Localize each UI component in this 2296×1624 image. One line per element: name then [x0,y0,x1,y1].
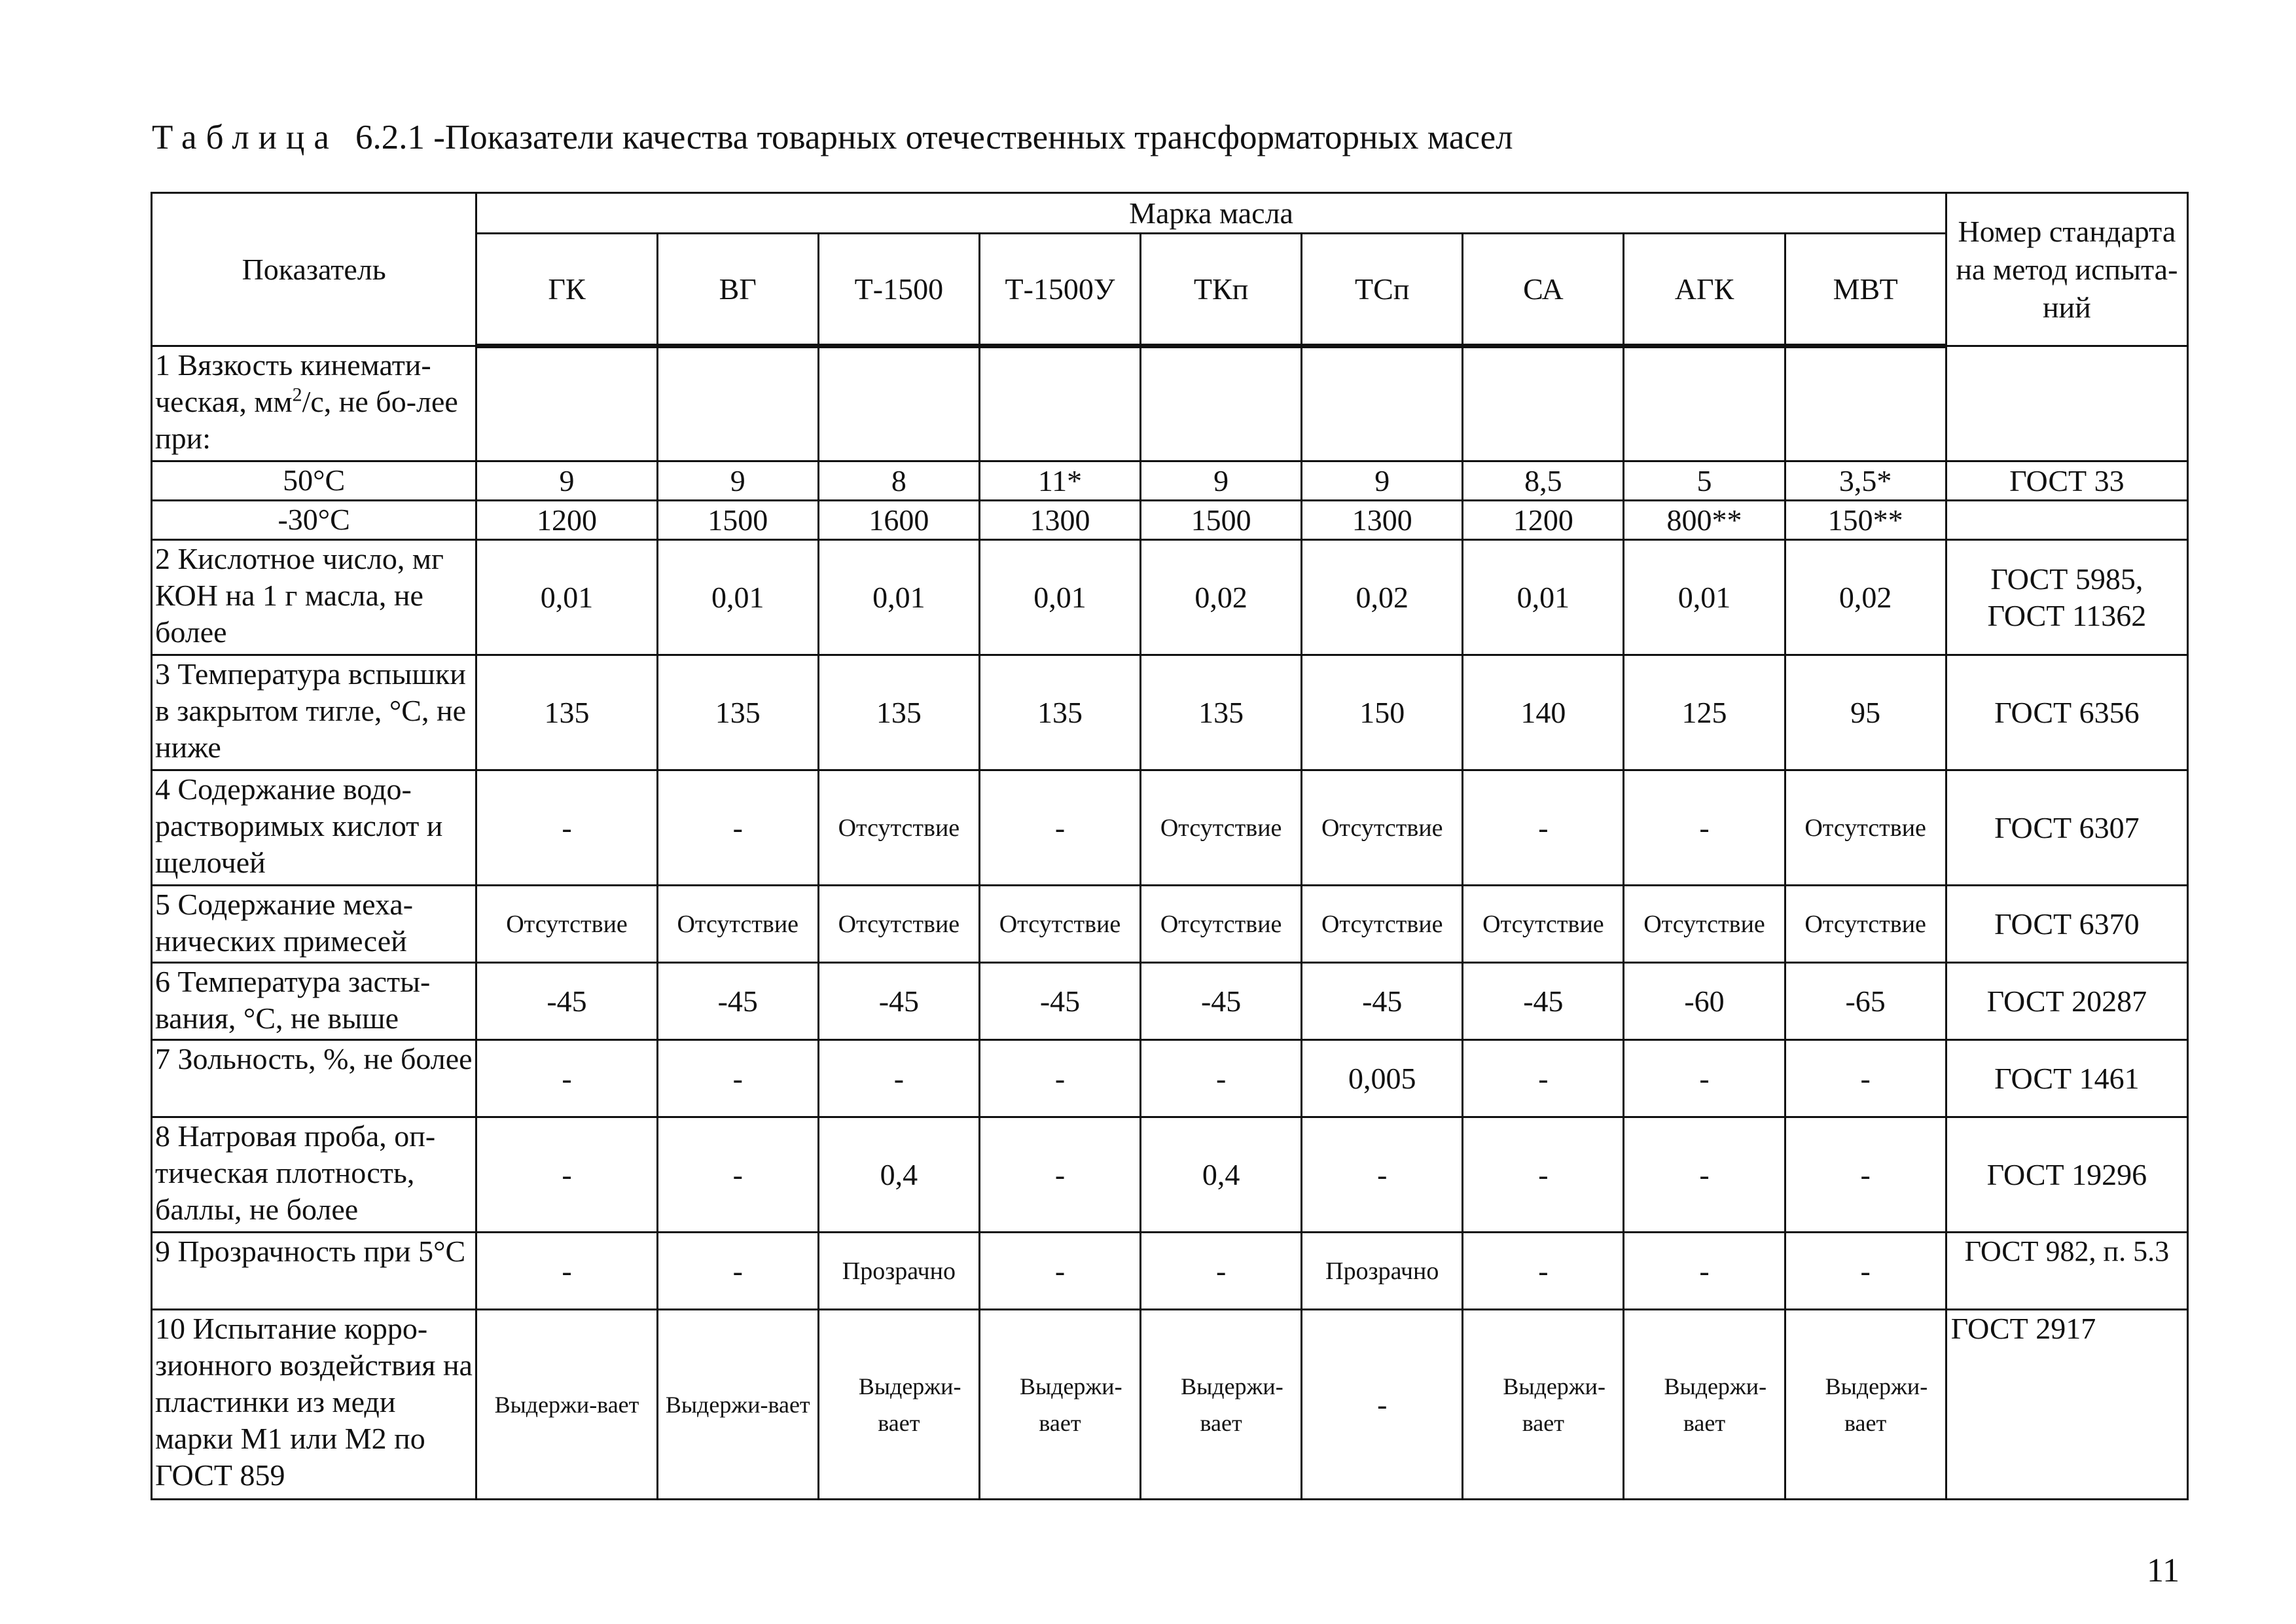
quality-table [151,192,2189,1500]
cell-value: - [979,1040,1140,1117]
standard-cell: ГОСТ 6356 [1946,655,2187,770]
cell-value: Прозрачно [818,1233,979,1310]
table-row [152,886,2188,963]
header-brand: Т-1500 [818,234,979,346]
header-brand: ТКп [1141,234,1302,346]
page-number: 11 [2147,1552,2180,1589]
cell-value: 0,01 [979,540,1140,655]
standard-cell: ГОСТ 20287 [1946,963,2187,1040]
cell-value: Отсутствие [1624,886,1785,963]
cell-value: 0,01 [1624,540,1785,655]
table-row [152,346,2188,461]
cell-value: 0,005 [1302,1040,1463,1117]
cell-value: 125 [1624,655,1785,770]
cell-value: - [1624,770,1785,886]
cell-value: 9 [657,461,818,501]
cell-value: Отсутствие [476,886,657,963]
cell-value: -45 [818,963,979,1040]
cell-value: 1300 [979,501,1140,540]
header-row-1 [152,193,2188,234]
cell-value: -45 [476,963,657,1040]
cell-value: - [476,1117,657,1233]
cell-value: Отсутствие [1141,770,1302,886]
cell-value: -45 [1141,963,1302,1040]
cell-value: -45 [1463,963,1624,1040]
cell-value: Выдержи-вает [1463,1310,1624,1500]
cell-value: - [1463,1233,1624,1310]
cell-value: - [1624,1040,1785,1117]
table-row [152,1117,2188,1233]
cell-value: 140 [1463,655,1624,770]
table-row [152,770,2188,886]
cell-value: 1200 [476,501,657,540]
cell-value: - [657,1040,818,1117]
cell-value: - [1463,1117,1624,1233]
cell-value: -45 [657,963,818,1040]
cell-value: 135 [476,655,657,770]
standard-cell: ГОСТ 19296 [1946,1117,2187,1233]
cell-value: Отсутствие [1785,886,1946,963]
cell-value: 135 [1141,655,1302,770]
table-row [152,1040,2188,1117]
cell-value: 8,5 [1463,461,1624,501]
cell-value: 8 [818,461,979,501]
cell-value: Отсутствие [818,886,979,963]
header-brand: Т-1500У [979,234,1140,346]
cell-value: - [1463,770,1624,886]
cell-value: 0,01 [476,540,657,655]
table-row [152,655,2188,770]
row-label: 8 Натровая проба, оп-тическая плотность, баллы, не более [152,1117,476,1233]
cell-value: Выдержи-вает [476,1310,657,1500]
cell-value: - [1463,1040,1624,1117]
cell-value: - [1785,1233,1946,1310]
cell-value: 95 [1785,655,1946,770]
cell-value: - [1302,1117,1463,1233]
cell-value: Отсутствие [979,886,1140,963]
header-brand: ТСп [1302,234,1463,346]
cell-value: 1200 [1463,501,1624,540]
caption-separator: - [433,118,445,156]
cell-value: - [1624,1117,1785,1233]
standard-cell: ГОСТ 33 [1946,461,2187,501]
cell-value: 1600 [818,501,979,540]
cell-value: - [476,770,657,886]
cell-value: 0,02 [1785,540,1946,655]
cell-value: -60 [1624,963,1785,1040]
cell-value: 135 [657,655,818,770]
cell-value: 9 [476,461,657,501]
cell-value: Отсутствие [657,886,818,963]
cell-value: 11* [979,461,1140,501]
cell-value: 5 [1624,461,1785,501]
cell-value: - [1141,1233,1302,1310]
cell-value: 135 [818,655,979,770]
cell-value: 9 [1302,461,1463,501]
standard-cell: ГОСТ 5985, ГОСТ 11362 [1946,540,2187,655]
cell-value: - [1141,1040,1302,1117]
caption-title: Показатели качества товарных отечественных трансформаторных масел [444,118,1513,156]
cell-value: -45 [979,963,1140,1040]
cell-value: 1500 [657,501,818,540]
cell-value: - [1785,1117,1946,1233]
cell-value: Отсутствие [1463,886,1624,963]
cell-value: - [979,770,1140,886]
cell-value: 135 [979,655,1140,770]
cell-value: - [657,1117,818,1233]
cell-value: - [657,770,818,886]
caption-number: 6.2.1 [355,118,425,156]
cell-value: 0,4 [818,1117,979,1233]
row-label: 5 Содержание меха-нических примесей [152,886,476,963]
caption-word: Таблица [152,118,338,156]
standard-cell: ГОСТ 2917 [1946,1310,2187,1500]
cell-value: Выдержи-вает [657,1310,818,1500]
table-row [152,501,2188,540]
cell-value: Выдержи-вает [1624,1310,1785,1500]
cell-value: 0,01 [1463,540,1624,655]
row-label: 4 Содержание водо-растворимых кислот и щелочей [152,770,476,886]
table-row [152,963,2188,1040]
cell-value: - [1785,1040,1946,1117]
header-brand: АГК [1624,234,1785,346]
row-label: 9 Прозрачность при 5°С [152,1233,476,1310]
cell-value: 0,01 [818,540,979,655]
cell-value: -45 [1302,963,1463,1040]
row-label: 3 Температура вспышки в закрытом тигле, °С, не ниже [152,655,476,770]
cell-value: -65 [1785,963,1946,1040]
row-label: 7 Зольность, %, не более [152,1040,476,1117]
header-brand: ГК [476,234,657,346]
header-brand: ВГ [657,234,818,346]
cell-value: Выдержи-вает [979,1310,1140,1500]
table-row [152,540,2188,655]
header-standard: Номер стандарта на метод испыта-ний [1946,193,2187,346]
cell-value: 1300 [1302,501,1463,540]
cell-value: Отсутствие [1785,770,1946,886]
cell-value: 0,4 [1141,1117,1302,1233]
row-label: -30°С [152,501,476,540]
cell-value: 0,01 [657,540,818,655]
row-label: 50°С [152,461,476,501]
cell-value: Выдержи-вает [1141,1310,1302,1500]
cell-value: 1500 [1141,501,1302,540]
cell-value: Выдержи-вает [818,1310,979,1500]
table-caption [152,118,1513,157]
table-row [152,1310,2188,1500]
table-row [152,1233,2188,1310]
cell-value: - [657,1233,818,1310]
header-brand: СА [1463,234,1624,346]
cell-value: Отсутствие [1302,886,1463,963]
cell-value: Отсутствие [1141,886,1302,963]
cell-value: - [979,1233,1140,1310]
cell-value: - [476,1233,657,1310]
row-label: 2 Кислотное число, мг КОН на 1 г масла, не более [152,540,476,655]
standard-cell [1946,501,2187,540]
table-row [152,461,2188,501]
standard-cell: ГОСТ 6370 [1946,886,2187,963]
row-label: 1 Вязкость кинемати-ческая, $мм^2/с$, не бо-лее при: [152,346,476,461]
row-label: 10 Испытание корро-зионного воздействия на пластинки из меди марки М1 или М2 по ГОСТ 859 [152,1310,476,1500]
cell-value: - [476,1040,657,1117]
cell-value: - [1302,1310,1463,1500]
cell-value: Выдержи-вает [1785,1310,1946,1500]
cell-value: - [818,1040,979,1117]
cell-value: 150 [1302,655,1463,770]
cell-value: 0,02 [1302,540,1463,655]
cell-value: Отсутствие [818,770,979,886]
header-indicator: Показатель [152,193,476,346]
cell-value: Прозрачно [1302,1233,1463,1310]
standard-cell: ГОСТ 6307 [1946,770,2187,886]
cell-value: 150** [1785,501,1946,540]
row-label: 6 Температура засты-вания, °С, не выше [152,963,476,1040]
cell-value: Отсутствие [1302,770,1463,886]
cell-value: 3,5* [1785,461,1946,501]
header-brand-group: Марка масла [476,193,1946,234]
cell-value: 0,02 [1141,540,1302,655]
standard-cell: ГОСТ 1461 [1946,1040,2187,1117]
cell-value: 800** [1624,501,1785,540]
cell-value: - [979,1117,1140,1233]
cell-value: - [1624,1233,1785,1310]
standard-cell: ГОСТ 982, п. 5.3 [1946,1233,2187,1310]
cell-value: 9 [1141,461,1302,501]
header-brand: МВТ [1785,234,1946,346]
